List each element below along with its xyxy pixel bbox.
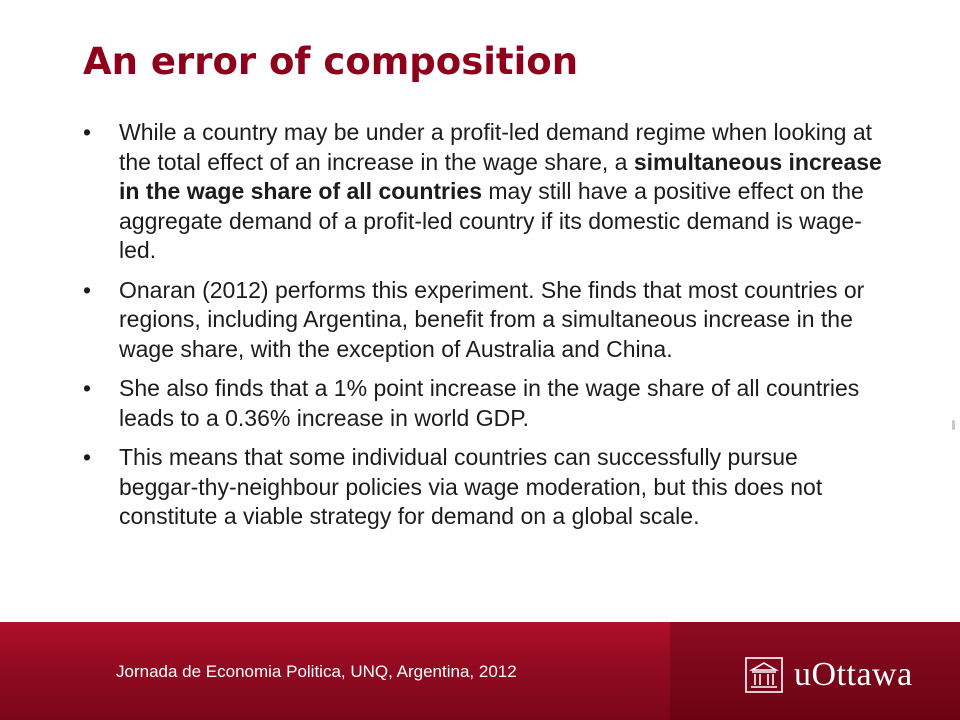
bullet-marker: • (83, 375, 92, 401)
bullet-list (83, 118, 883, 542)
edge-mark (952, 420, 955, 430)
bullet-text-part: may still have a positive effect on the aggregate demand of a profit-led country if its domestic demand is wage-led. (119, 178, 864, 263)
footer-conference-text: Jornada de Economia Politica, UNQ, Argentina, 2012 (116, 662, 517, 681)
bullet-text (119, 277, 864, 362)
bullet-marker: • (83, 444, 92, 470)
university-building-icon (744, 656, 784, 694)
bullet-text-part: This means that some individual countries can successfully pursue beggar-thy-neighbour policies via wage moderation, but this does not constitute a viable strategy for demand on a global scale. (119, 444, 823, 529)
bullet-text (119, 119, 882, 263)
bullet-marker: • (83, 276, 92, 303)
slide-title: An error of composition (83, 40, 579, 83)
bullet-text-bold: simultaneous increase in the wage share of all countries (119, 148, 882, 204)
bullet-item (83, 443, 883, 532)
bullet-item (83, 118, 883, 266)
bullet-marker: • (83, 119, 92, 145)
uottawa-logo (744, 655, 913, 695)
bullet-text-part: She also finds that a 1% point increase in the wage share of all countries leads to a 0.36% increase in world GDP. (119, 375, 860, 431)
bullet-text-part: While a country may be under a profit-led demand regime when looking at the total effect of an increase in the wage share, a (119, 119, 873, 175)
bullet-item (83, 374, 883, 433)
footer-logo-panel (670, 622, 960, 720)
bullet-text-part: Onaran (2012) performs this experiment. She finds that most countries or regions, including Argentina, benefit from a simultaneous increase in the wage share, with the exception of Australia and China. (119, 276, 865, 362)
logo-text: uOttawa (794, 656, 913, 693)
bullet-item (83, 276, 883, 365)
bullet-text (119, 444, 822, 529)
footer-band (0, 622, 960, 720)
bullet-text (119, 375, 859, 431)
